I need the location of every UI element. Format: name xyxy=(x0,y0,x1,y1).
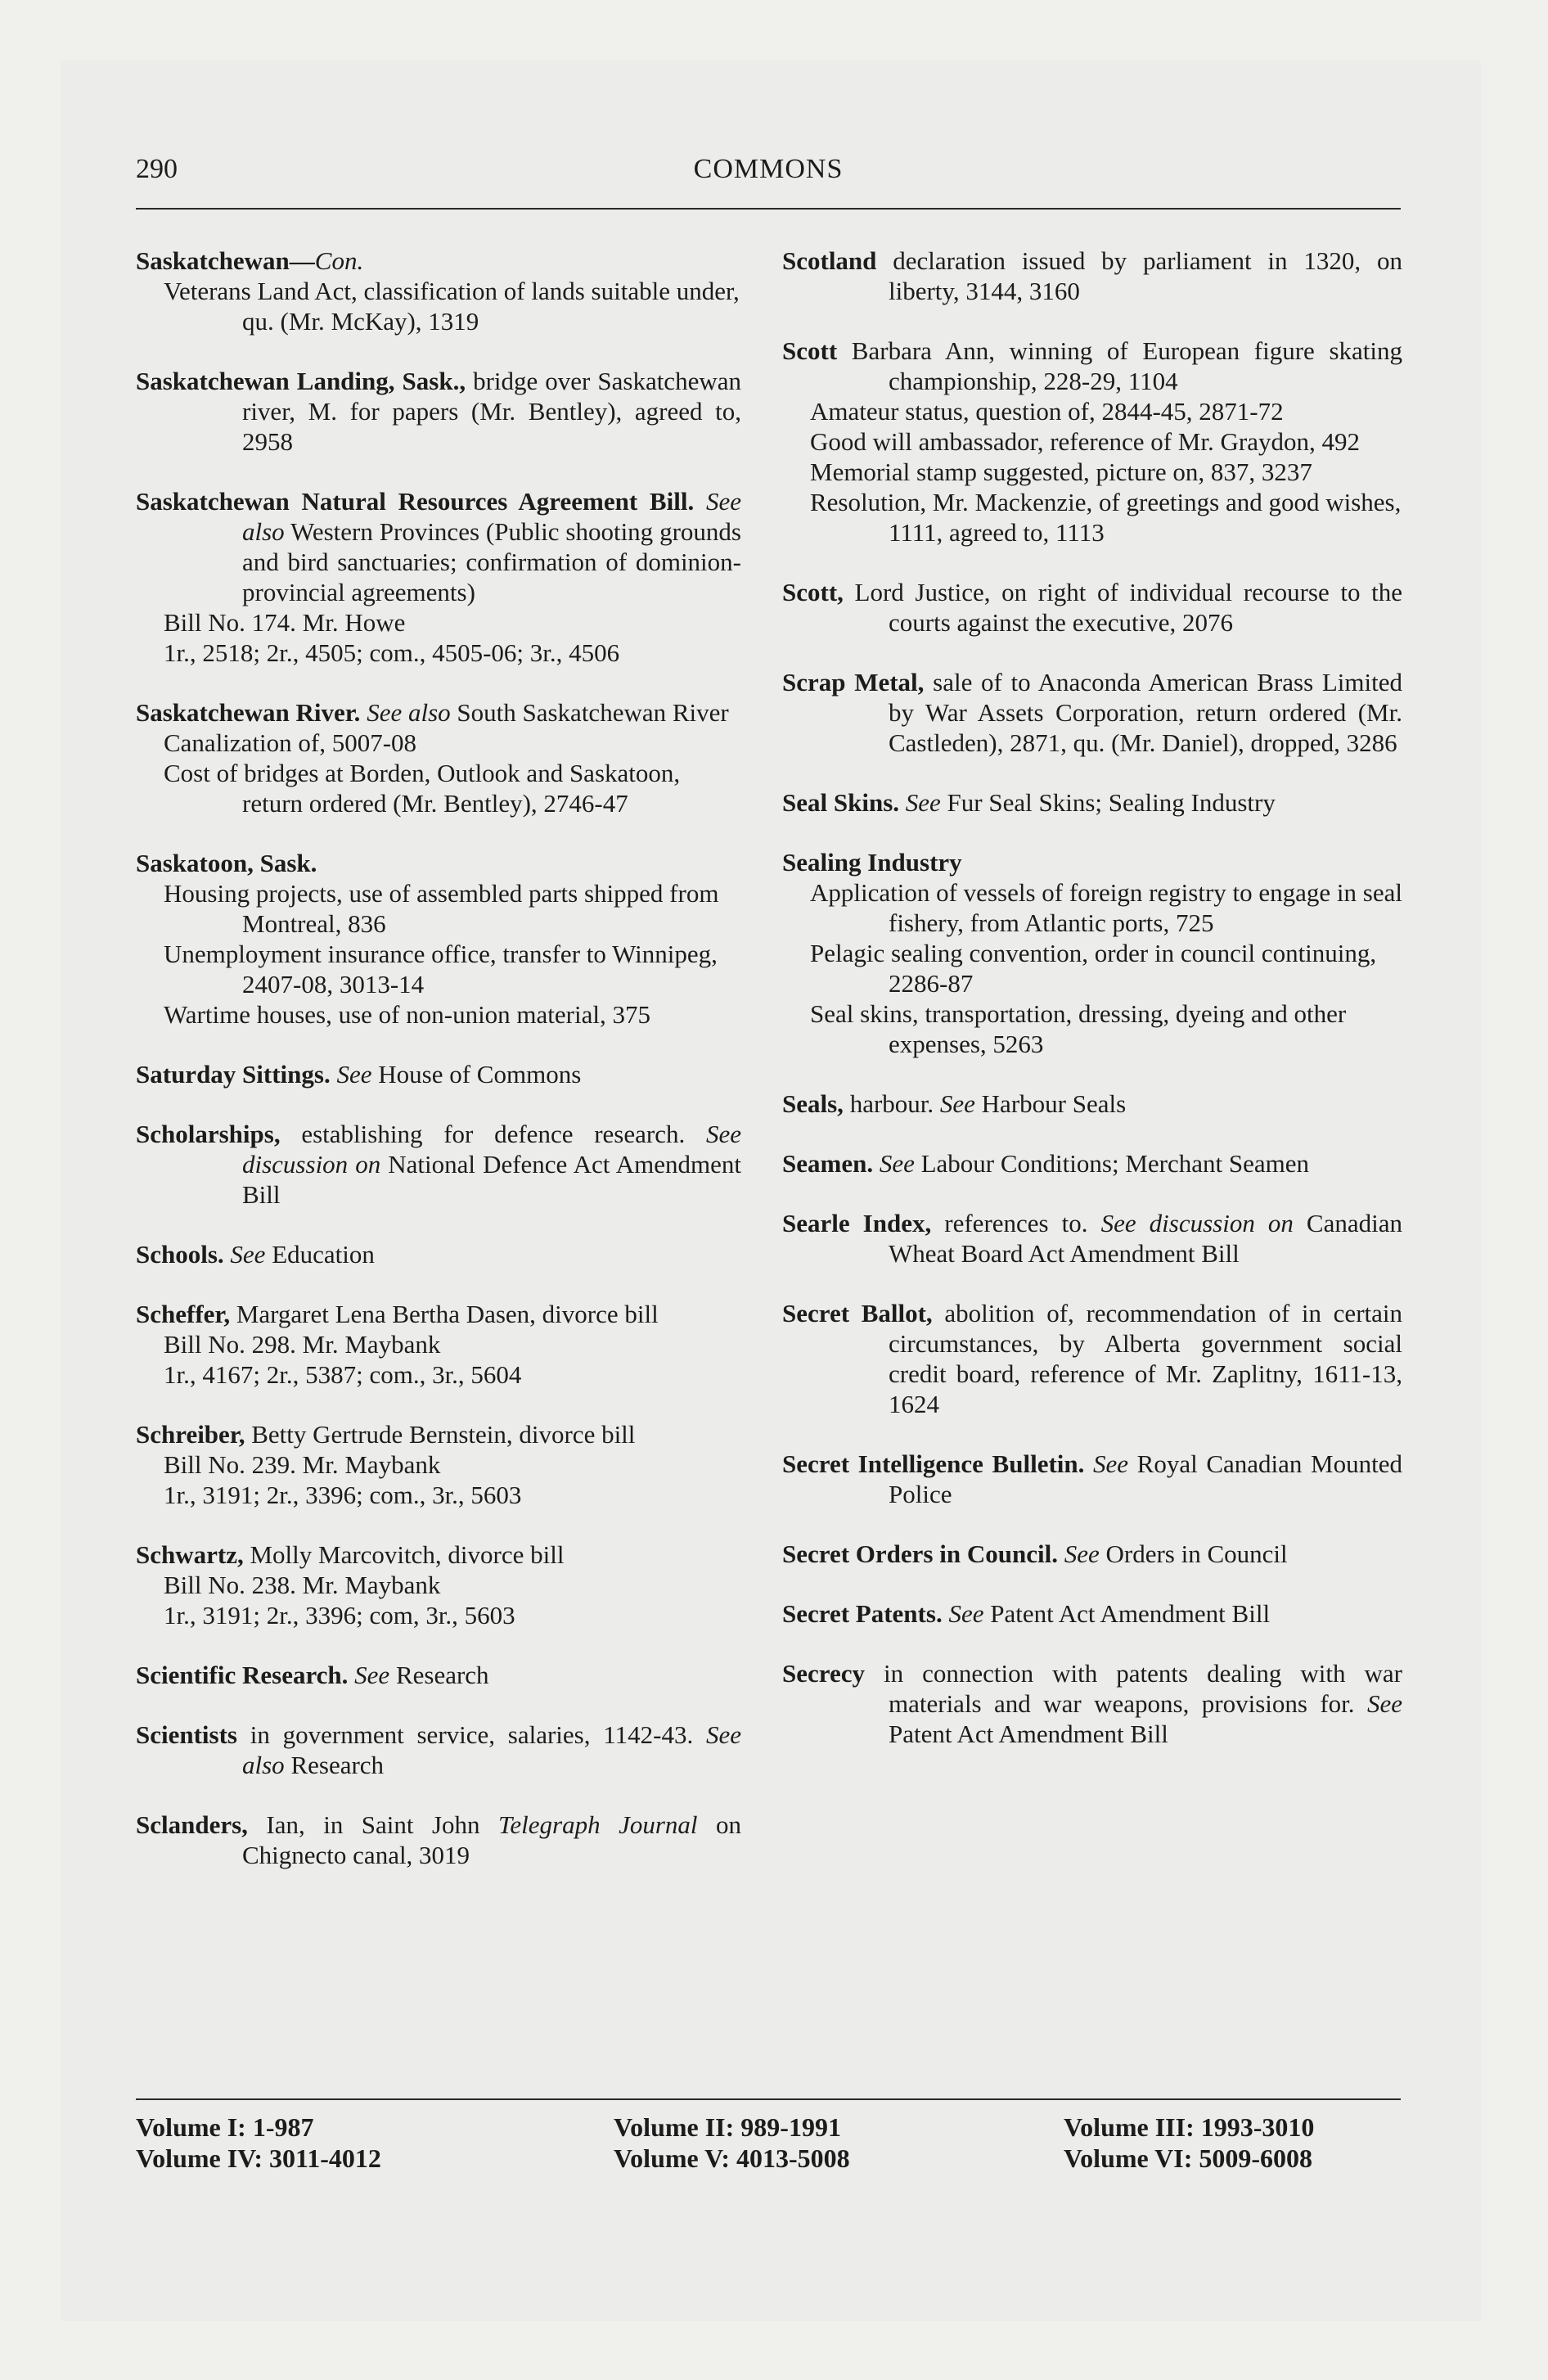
cross-reference-marker: See xyxy=(330,1060,372,1089)
entry-main-line xyxy=(136,1059,741,1089)
entry-text: Patent Act Amendment Bill xyxy=(983,1599,1271,1628)
entry-text: establishing for defence research. xyxy=(280,1120,686,1148)
index-entry xyxy=(136,1119,741,1210)
cross-reference-marker: See also xyxy=(242,1720,741,1779)
entry-text: Research xyxy=(389,1661,489,1689)
index-entry xyxy=(136,848,741,1030)
entry-main-line xyxy=(136,1720,741,1780)
index-entry xyxy=(136,486,741,668)
entry-text: Royal Canadian Mounted Police xyxy=(889,1449,1402,1508)
running-head: COMMONS xyxy=(693,154,844,184)
entry-text: Research xyxy=(284,1751,385,1779)
entry-main-line xyxy=(136,1239,741,1269)
cross-reference-marker: See also xyxy=(242,487,741,546)
entry-main-line xyxy=(136,1539,741,1570)
index-entry xyxy=(136,1810,741,1870)
sub-entry: Memorial stamp suggested, picture on, 837, 3237 xyxy=(810,458,1312,486)
entry-text: Harbour Seals xyxy=(974,1089,1127,1118)
bill-reference: 1r., 2518; 2r., 4505; com., 4505-06; 3r., 4506 xyxy=(164,638,620,667)
bill-reference: Bill No. 174. Mr. Howe xyxy=(164,608,406,637)
entry-text: bridge over Saskatchewan river, M. for papers (Mr. Bentley), agreed to, 2958 xyxy=(242,367,741,456)
entry-heading: Saturday Sittings. xyxy=(136,1060,331,1089)
cross-reference-marker: See xyxy=(1057,1539,1100,1568)
entry-heading: Scheffer, xyxy=(136,1300,231,1328)
entry-text: National Defence Act Amendment Bill xyxy=(242,1150,741,1209)
entry-text: sale of to Anaconda American Brass Limited by War Assets Corporation, return ordered (Mr. Castleden), 2871, qu. (Mr. Daniel), dropped, 3286 xyxy=(889,668,1402,757)
cross-reference-marker: See discussion on xyxy=(1087,1209,1294,1237)
entry-heading: Scientific Research. xyxy=(136,1661,349,1689)
index-entry xyxy=(136,1660,741,1690)
left-column xyxy=(136,246,741,1900)
volume-range: Volume II: 989-1991 xyxy=(614,2112,841,2142)
entry-main-line xyxy=(782,1089,1402,1119)
entry-text: Molly Marcovitch, divorce bill xyxy=(243,1540,565,1569)
volume-range: Volume V: 4013-5008 xyxy=(614,2143,850,2173)
index-entry xyxy=(782,787,1402,818)
entry-main-line xyxy=(136,366,741,457)
index-entry xyxy=(782,1148,1402,1179)
volume-range: Volume III: 1993-3010 xyxy=(1064,2112,1315,2142)
sub-entry: Application of vessels of foreign registry to engage in seal fishery, from Atlantic ports, 725 xyxy=(810,878,1402,937)
volume-range: Volume I: 1-987 xyxy=(136,2112,314,2142)
cross-reference-marker: See discussion on xyxy=(242,1120,741,1179)
sub-entry: Seal skins, transportation, dressing, dyeing and other expenses, 5263 xyxy=(810,999,1347,1058)
bill-reference: Bill No. 298. Mr. Maybank xyxy=(164,1330,441,1359)
index-entry xyxy=(782,336,1402,548)
index-entry xyxy=(782,246,1402,306)
entry-heading: Schools. xyxy=(136,1240,224,1269)
entry-text: Canadian Wheat Board Act Amendment Bill xyxy=(889,1209,1402,1268)
cross-reference-marker: See xyxy=(348,1661,390,1689)
entry-text: Ian, in Saint John xyxy=(247,1810,480,1839)
index-entry xyxy=(136,1059,741,1089)
entry-main-line xyxy=(136,486,741,607)
index-entry xyxy=(782,1298,1402,1419)
entry-heading: Scott xyxy=(782,336,838,365)
entry-text: abolition of, recommendation of in certain circumstances, by Alberta government social credit board, reference of Mr. Zaplitny, 1611-13, 1624 xyxy=(889,1299,1402,1418)
entry-heading: Secret Intelligence Bulletin. xyxy=(782,1449,1085,1478)
entry-heading: Secret Patents. xyxy=(782,1599,943,1628)
index-entry xyxy=(136,1239,741,1269)
index-entry xyxy=(136,1539,741,1630)
index-entry xyxy=(136,1299,741,1390)
index-entry xyxy=(136,697,741,818)
entry-text: in connection with patents dealing with war materials and war weapons, provisions for. xyxy=(864,1659,1402,1718)
entry-heading: Seal Skins. xyxy=(782,788,900,817)
sub-entry: Canalization of, 5007-08 xyxy=(164,728,417,757)
entry-heading-suffix: Con. xyxy=(314,246,364,275)
entry-main-line xyxy=(136,1299,741,1329)
sub-entry: Resolution, Mr. Mackenzie, of greetings and good wishes, 1111, agreed to, 1113 xyxy=(810,488,1402,547)
sub-entry: Veterans Land Act, classification of lands suitable under, qu. (Mr. McKay), 1319 xyxy=(164,277,740,336)
entry-main-line xyxy=(782,1449,1402,1509)
sub-entry: Good will ambassador, reference of Mr. Graydon, 492 xyxy=(810,427,1360,456)
entry-text: Western Provinces (Public shooting grounds and bird sanctuaries; confirmation of dominion-provincial agreements) xyxy=(242,517,741,606)
index-entry xyxy=(782,1449,1402,1509)
cross-reference-marker: See xyxy=(223,1240,266,1269)
entry-main-line xyxy=(136,246,741,276)
index-entry xyxy=(136,1419,741,1510)
sub-entry: Housing projects, use of assembled parts shipped from Montreal, 836 xyxy=(164,879,719,938)
entry-text: declaration issued by parliament in 1320, on liberty, 3144, 3160 xyxy=(876,246,1402,305)
entry-main-line xyxy=(782,1208,1402,1269)
cross-reference-marker: See xyxy=(899,788,941,817)
entry-main-line xyxy=(136,1660,741,1690)
entry-heading: Scrap Metal, xyxy=(782,668,925,696)
entry-main-line xyxy=(782,336,1402,396)
volume-range: Volume VI: 5009-6008 xyxy=(1064,2143,1313,2173)
index-entry xyxy=(782,667,1402,758)
sub-entry: Pelagic sealing convention, order in council continuing, 2286-87 xyxy=(810,939,1377,998)
cross-reference-marker: See xyxy=(942,1599,984,1628)
entry-heading: Scientists xyxy=(136,1720,237,1749)
sub-entry: Amateur status, question of, 2844-45, 2871-72 xyxy=(810,397,1284,426)
sub-entry: Wartime houses, use of non-union material, 375 xyxy=(164,1000,650,1029)
index-entry xyxy=(136,246,741,336)
entry-heading: Scotland xyxy=(782,246,877,275)
page-header xyxy=(136,154,1401,210)
entry-heading: Schreiber, xyxy=(136,1420,245,1449)
index-entry xyxy=(136,1720,741,1780)
index-entry xyxy=(782,1539,1402,1569)
entry-heading: Searle Index, xyxy=(782,1209,932,1237)
bill-reference: 1r., 3191; 2r., 3396; com., 3r., 5603 xyxy=(164,1481,522,1509)
entry-text: South Saskatchewan River xyxy=(450,698,729,727)
entry-main-line xyxy=(782,1148,1402,1179)
entry-heading: Saskatchewan Natural Resources Agreement Bill. xyxy=(136,487,695,516)
entry-main-line xyxy=(782,577,1402,638)
entry-main-line xyxy=(136,1810,741,1870)
entry-heading: Sclanders, xyxy=(136,1810,248,1839)
cross-reference-marker: See xyxy=(873,1149,915,1178)
entry-main-line xyxy=(782,667,1402,758)
entry-main-line xyxy=(136,848,741,878)
entry-main-line xyxy=(136,697,741,728)
entry-main-line xyxy=(782,246,1402,306)
sub-entry: Cost of bridges at Borden, Outlook and Saskatoon, return ordered (Mr. Bentley), 2746-47 xyxy=(164,759,681,818)
cross-reference-marker: See xyxy=(1084,1449,1129,1478)
entry-text: references to. xyxy=(931,1209,1088,1237)
index-entry xyxy=(782,1208,1402,1269)
entry-text: Patent Act Amendment Bill xyxy=(889,1720,1168,1748)
index-entry xyxy=(782,847,1402,1059)
entry-heading: Scholarships, xyxy=(136,1120,281,1148)
entry-heading: Secret Ballot, xyxy=(782,1299,933,1327)
volume-footer xyxy=(136,2098,1401,2173)
bill-reference: Bill No. 239. Mr. Maybank xyxy=(164,1450,441,1479)
bill-reference: 1r., 4167; 2r., 5387; com., 3r., 5604 xyxy=(164,1360,522,1389)
bill-reference: 1r., 3191; 2r., 3396; com, 3r., 5603 xyxy=(164,1601,515,1629)
entry-heading: Saskatoon, Sask. xyxy=(136,849,317,877)
index-entry xyxy=(782,1598,1402,1629)
entry-text: Fur Seal Skins; Sealing Industry xyxy=(940,788,1276,817)
volume-range: Volume IV: 3011-4012 xyxy=(136,2143,381,2173)
entry-main-line xyxy=(782,787,1402,818)
entry-heading: Seals, xyxy=(782,1089,844,1118)
entry-heading: Seamen. xyxy=(782,1149,874,1178)
cross-reference-marker: Telegraph Journal xyxy=(479,1810,698,1839)
entry-heading: Saskatchewan Landing, Sask., xyxy=(136,367,466,395)
page-number: 290 xyxy=(136,154,178,184)
entry-text: on Chignecto canal, 3019 xyxy=(242,1810,741,1869)
entry-main-line xyxy=(782,1658,1402,1749)
entry-main-line xyxy=(782,1598,1402,1629)
cross-reference-marker: See xyxy=(934,1089,975,1118)
cross-reference-marker: See also xyxy=(360,698,451,727)
cross-reference-marker: See xyxy=(1354,1689,1402,1718)
entry-heading: Saskatchewan— xyxy=(136,246,315,275)
index-entry xyxy=(782,1658,1402,1749)
entry-text: harbour. xyxy=(843,1089,934,1118)
entry-heading: Scott, xyxy=(782,578,844,606)
entry-main-line xyxy=(136,1119,741,1210)
index-entry xyxy=(782,577,1402,638)
entry-text: Orders in Council xyxy=(1099,1539,1288,1568)
entry-text: Margaret Lena Bertha Dasen, divorce bill xyxy=(230,1300,659,1328)
entry-text: Lord Justice, on right of individual recourse to the courts against the executive, 2076 xyxy=(843,578,1402,637)
sub-entry: Unemployment insurance office, transfer to Winnipeg, 2407-08, 3013-14 xyxy=(164,940,718,998)
entry-heading: Schwartz, xyxy=(136,1540,244,1569)
entry-text: Labour Conditions; Merchant Seamen xyxy=(914,1149,1309,1178)
entry-heading: Saskatchewan River. xyxy=(136,698,361,727)
entry-main-line xyxy=(782,1298,1402,1419)
entry-text: Barbara Ann, winning of European figure skating championship, 228-29, 1104 xyxy=(837,336,1402,395)
index-entry xyxy=(136,366,741,457)
entry-text: House of Commons xyxy=(371,1060,582,1089)
bill-reference: Bill No. 238. Mr. Maybank xyxy=(164,1571,441,1599)
entry-main-line xyxy=(782,1539,1402,1569)
right-column xyxy=(782,246,1402,1778)
entry-heading: Secrecy xyxy=(782,1659,865,1688)
entry-heading: Secret Orders in Council. xyxy=(782,1539,1058,1568)
entry-text: in government service, salaries, 1142-43. xyxy=(237,1720,694,1749)
entry-text: Betty Gertrude Bernstein, divorce bill xyxy=(245,1420,636,1449)
entry-main-line xyxy=(782,847,1402,877)
index-entry xyxy=(782,1089,1402,1119)
entry-main-line xyxy=(136,1419,741,1449)
entry-text: Education xyxy=(265,1240,375,1269)
entry-heading: Sealing Industry xyxy=(782,848,962,877)
